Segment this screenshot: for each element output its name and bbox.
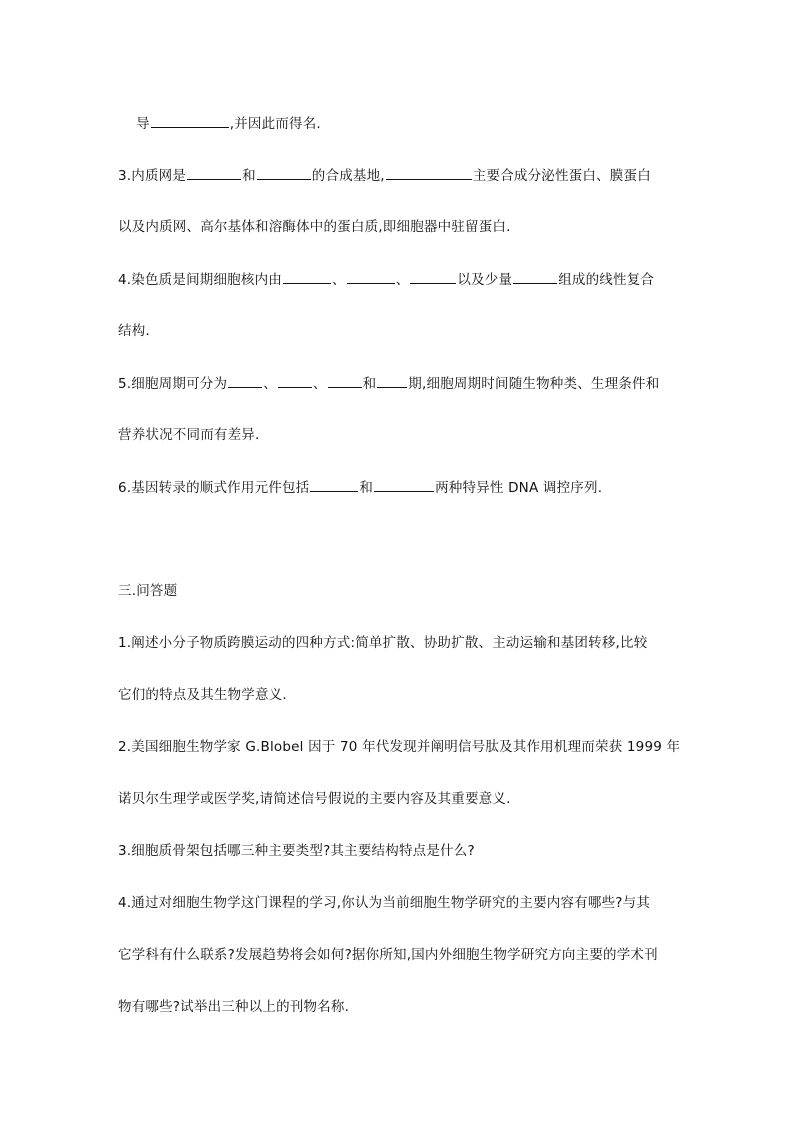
- item3-line2: 以及内质网、高尔基体和溶酶体中的蛋白质,即细胞器中驻留蛋白.: [118, 219, 511, 235]
- item2-suffix: ,并因此而得名.: [229, 116, 321, 132]
- question2-line2: 诺贝尔生理学或医学奖,请简述信号假说的主要内容及其重要意义.: [118, 791, 511, 807]
- item5-line1: [118, 374, 659, 393]
- item5-prefix: 5.细胞周期可分为: [118, 376, 228, 392]
- item2-prefix: 导: [136, 116, 150, 132]
- question4-line1: 4.通过对细胞生物学这门课程的学习,你认为当前细胞生物学研究的主要内容有哪些?与其: [118, 895, 651, 911]
- blank-field: [278, 374, 312, 388]
- question2-line1: 2.美国细胞生物学家 G.Blobel 因于 70 年代发现并阐明信号肽及其作用机理而荣获 1999 年: [118, 739, 681, 755]
- blank-field: [328, 374, 362, 388]
- blank-field: [374, 478, 434, 492]
- item5-sep1: 、: [263, 376, 277, 392]
- item4-mid: 以及少量: [457, 272, 513, 288]
- item3-mid1: 和: [242, 168, 256, 184]
- blank-field: [228, 374, 262, 388]
- item6-suffix: 两种特异性 DNA 调控序列.: [435, 480, 603, 496]
- question3-line1: 3.细胞质骨架包括哪三种主要类型?其主要结构特点是什么?: [118, 843, 475, 859]
- item3-line1: [118, 166, 651, 185]
- item3-suffix: 主要合成分泌性蛋白、膜蛋白: [472, 168, 651, 184]
- item5-suffix: 期,细胞周期时间随生物种类、生理条件和: [408, 376, 660, 392]
- item3-mid2: 的合成基地,: [311, 168, 385, 184]
- blank-field: [151, 114, 229, 128]
- item3-prefix: 3.内质网是: [118, 168, 187, 184]
- blank-field: [386, 166, 472, 180]
- blank-field: [377, 374, 407, 388]
- item6-line1: [118, 478, 602, 497]
- blank-field: [310, 478, 358, 492]
- blank-field: [513, 270, 557, 284]
- item4-sep2: 、: [395, 272, 410, 288]
- question1-line1: 1.阐述小分子物质跨膜运动的四种方式:简单扩散、协助扩散、主动运输和基团转移,比较: [118, 635, 648, 651]
- item4-line2: 结构.: [118, 323, 150, 339]
- item6-prefix: 6.基因转录的顺式作用元件包括: [118, 480, 310, 496]
- blank-field: [410, 270, 456, 284]
- item4-prefix: 4.染色质是间期细胞核内由: [118, 272, 282, 288]
- item6-and: 和: [359, 480, 374, 496]
- item4-sep1: 、: [331, 272, 346, 288]
- item2-continuation: [136, 114, 321, 133]
- section-heading: 三.问答题: [118, 583, 178, 599]
- blank-field: [283, 270, 331, 284]
- item5-and: 和: [362, 376, 377, 392]
- question4-line3: 物有哪些?试举出三种以上的刊物名称.: [118, 999, 350, 1015]
- item5-sep2: 、: [312, 376, 327, 392]
- blank-field: [187, 166, 241, 180]
- question1-line2: 它们的特点及其生物学意义.: [118, 687, 287, 703]
- item4-suffix: 组成的线性复合: [558, 272, 655, 288]
- blank-field: [347, 270, 395, 284]
- question4-line2: 它学科有什么联系?发展趋势将会如何?据你所知,国内外细胞生物学研究方向主要的学术刊: [118, 947, 658, 963]
- blank-field: [257, 166, 311, 180]
- item5-line2: 营养状况不同而有差异.: [118, 427, 260, 443]
- item4-line1: [118, 270, 654, 289]
